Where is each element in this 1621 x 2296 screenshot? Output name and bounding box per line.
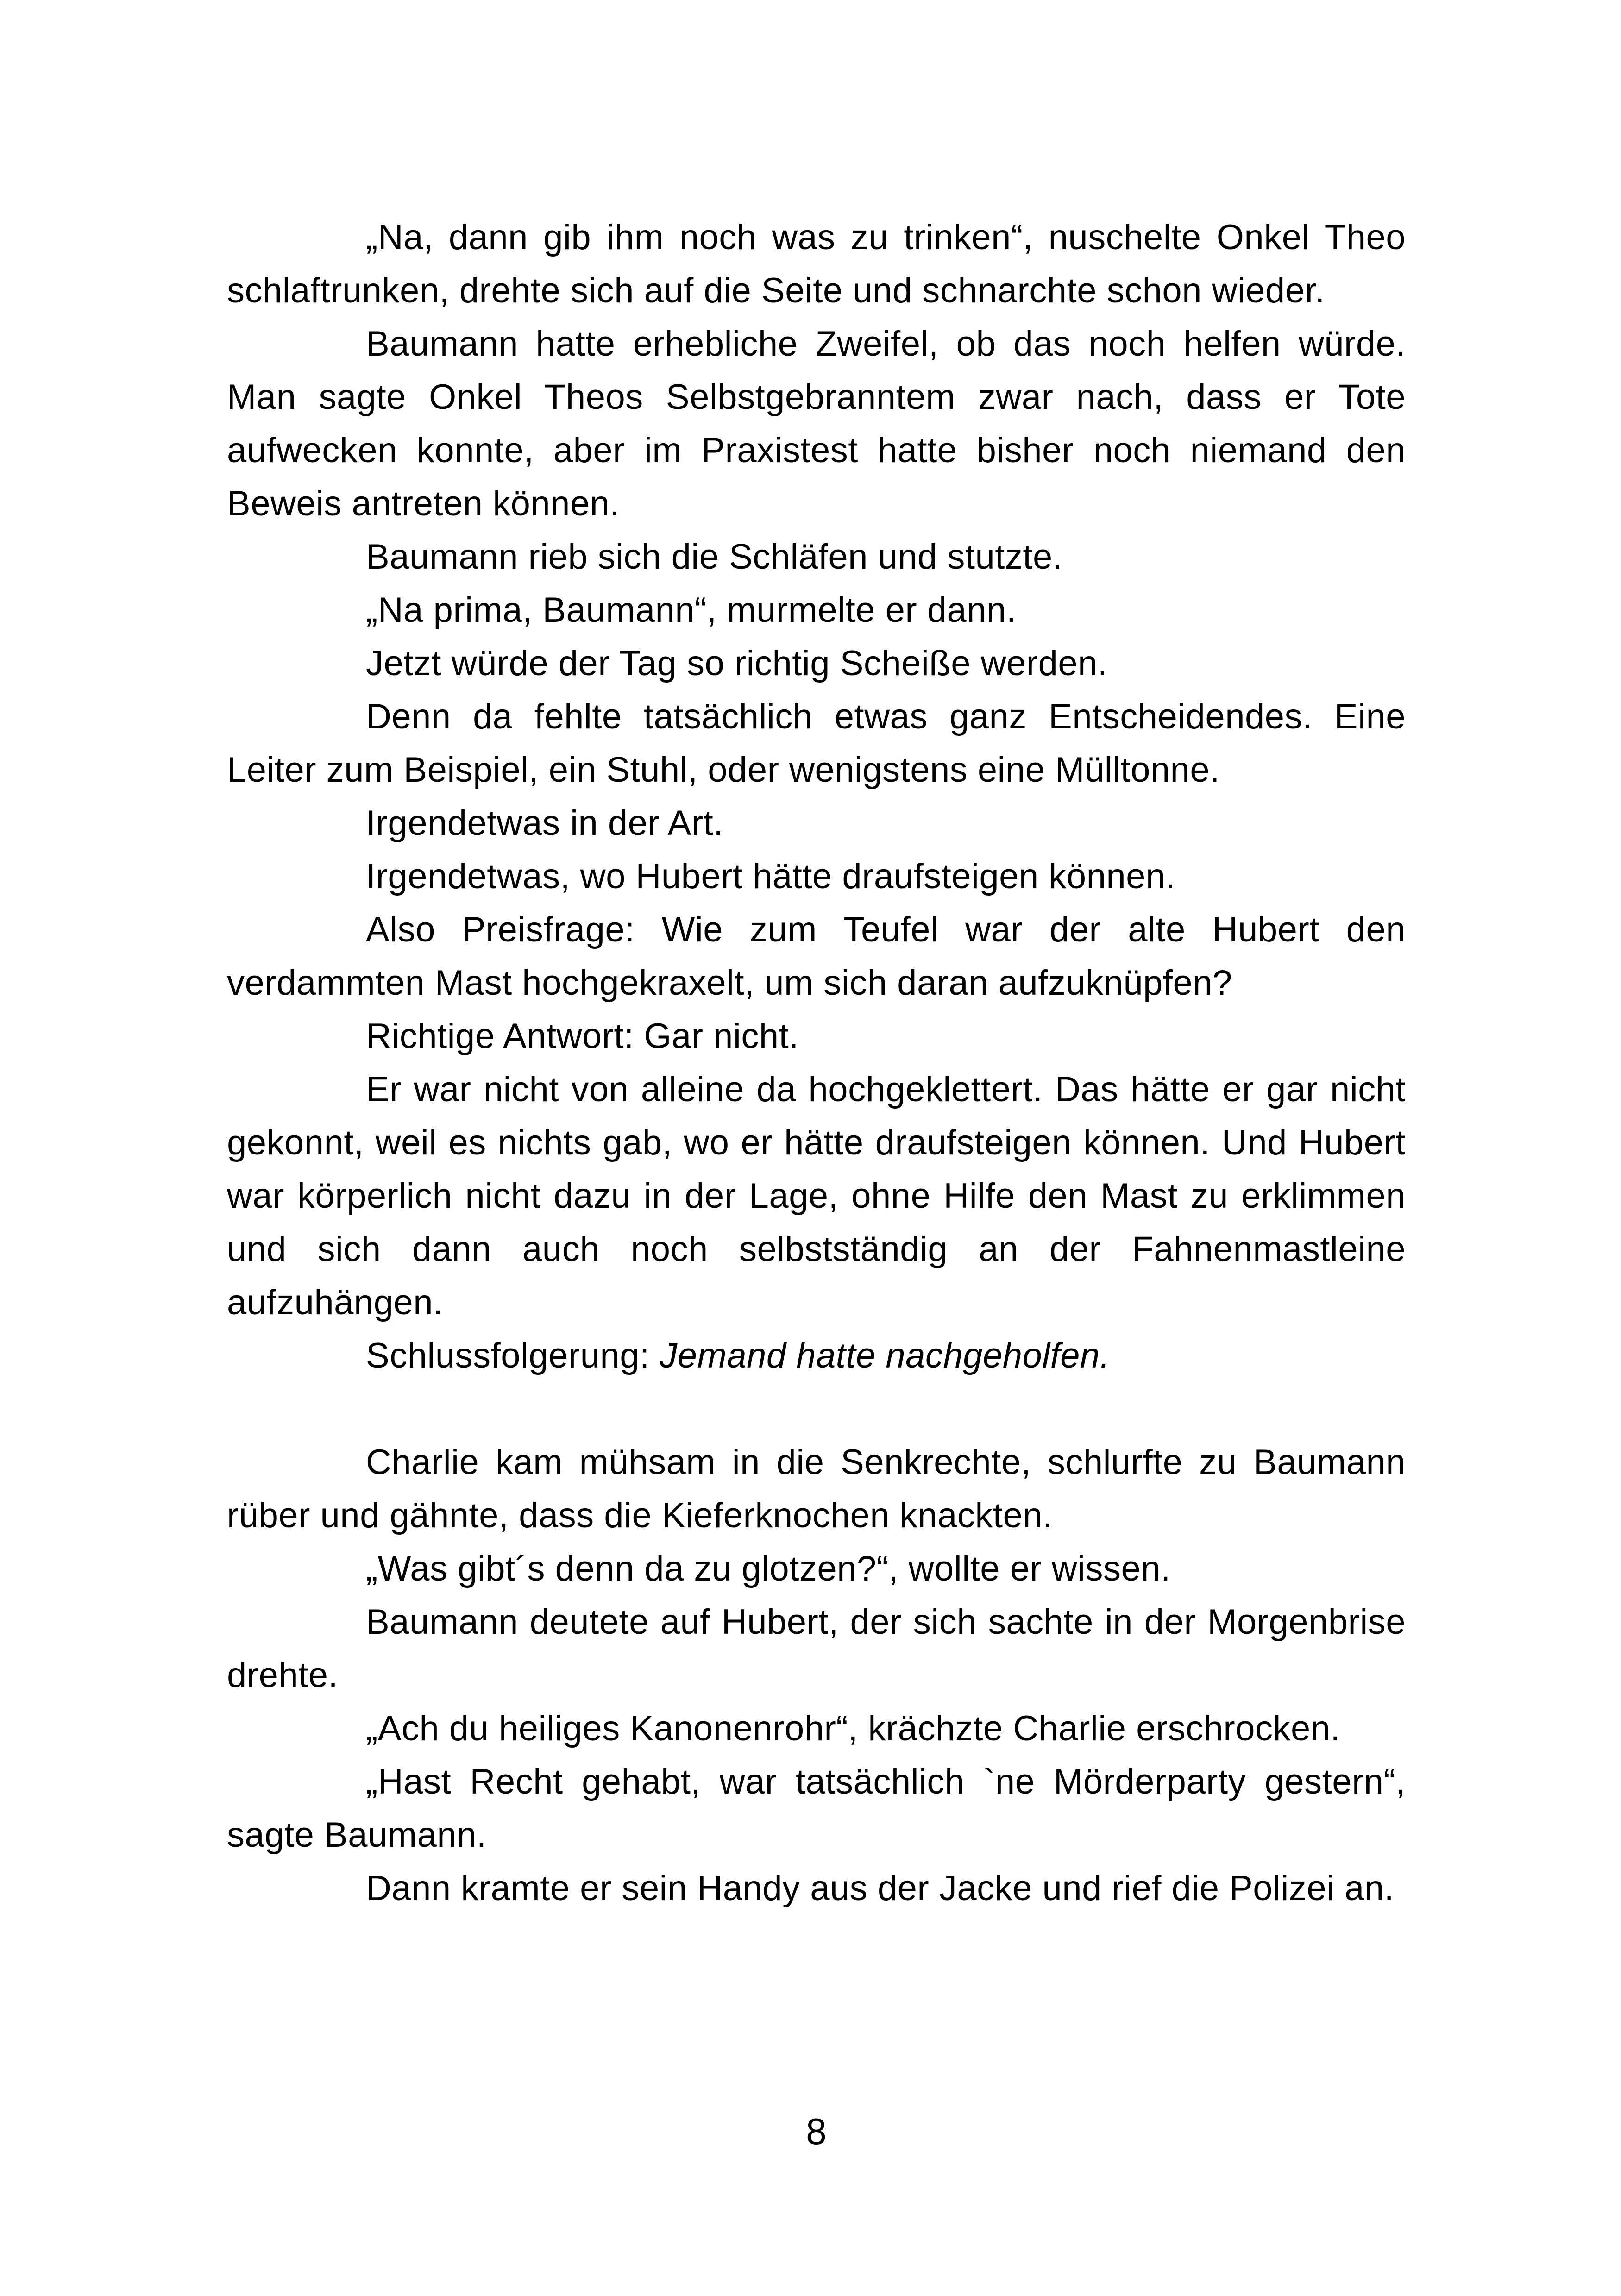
text-segment: Schlussfolgerung:: [366, 1336, 660, 1375]
paragraph: [227, 1542, 1406, 1595]
text-segment: Richtige Antwort: Gar nicht.: [366, 1016, 799, 1056]
text-segment: „Na, dann gib ihm noch was zu trinken“, nuschelte Onkel Theo schlaftrunken, drehte sich auf die Seite und schnarchte schon wieder.: [227, 218, 1406, 310]
text-segment: „Was gibt´s denn da zu glotzen?“, wollte er wissen.: [366, 1549, 1171, 1588]
text-segment: Jetzt würde der Tag so richtig Scheiße werden.: [366, 644, 1108, 683]
text-segment: „Ach du heiliges Kanonenrohr“, krächzte Charlie erschrocken.: [366, 1709, 1341, 1748]
paragraph: [227, 1862, 1406, 1915]
paragraph: [227, 690, 1406, 797]
text-segment: Charlie kam mühsam in die Senkrechte, schlurfte zu Baumann rüber und gähnte, dass die Kieferknochen knackten.: [227, 1443, 1406, 1535]
paragraph: [227, 903, 1406, 1010]
text-segment: Baumann rieb sich die Schläfen und stutzte.: [366, 537, 1063, 577]
page-text: [227, 211, 1406, 1915]
paragraph: [227, 1063, 1406, 1329]
text-segment: „Hast Recht gehabt, war tatsächlich `ne Mörderparty gestern“, sagte Baumann.: [227, 1762, 1406, 1855]
text-segment: „Na prima, Baumann“, murmelte er dann.: [366, 590, 1017, 630]
text-segment: Er war nicht von alleine da hochgeklettert. Das hätte er gar nicht gekonnt, weil es nichts gab, wo er hätte draufsteigen können. Und Hubert war körperlich nicht dazu in der Lage, ohne Hilfe den Mast zu erklimmen und sich dann auch noch selbstständig an der Fahnenmastleine aufzuhängen.: [227, 1070, 1406, 1322]
paragraph: [227, 1436, 1406, 1542]
text-segment: Baumann hatte erhebliche Zweifel, ob das noch helfen würde. Man sagte Onkel Theos Selbstgebranntem zwar nach, dass er Tote aufwecken konnte, aber im Praxistest hatte bisher noch niemand den Beweis antreten können.: [227, 324, 1406, 523]
text-segment: Irgendetwas in der Art.: [366, 803, 723, 843]
page-footer: [227, 2105, 1406, 2158]
text-segment: Denn da fehlte tatsächlich etwas ganz Entscheidendes. Eine Leiter zum Beispiel, ein Stuhl, oder wenigstens eine Mülltonne.: [227, 697, 1406, 790]
paragraph: [227, 583, 1406, 637]
paragraph: [227, 530, 1406, 583]
paragraph: [227, 1702, 1406, 1755]
paragraph: [227, 1010, 1406, 1063]
text-segment: Also Preisfrage: Wie zum Teufel war der alte Hubert den verdammten Mast hochgekraxelt, um sich daran aufzuknüpfen?: [227, 910, 1406, 1003]
page-number: 8: [806, 2111, 827, 2152]
text-segment: Irgendetwas, wo Hubert hätte draufsteigen können.: [366, 857, 1176, 896]
paragraph: [227, 317, 1406, 530]
paragraph: [227, 637, 1406, 690]
text-segment: Baumann deutete auf Hubert, der sich sachte in der Morgenbrise drehte.: [227, 1602, 1406, 1695]
paragraph-break: [227, 1382, 1406, 1436]
paragraph: [227, 1329, 1406, 1382]
paragraph: [227, 850, 1406, 903]
paragraph: [227, 1595, 1406, 1702]
text-segment: Dann kramte er sein Handy aus der Jacke und rief die Polizei an.: [366, 1869, 1395, 1908]
paragraph: [227, 211, 1406, 317]
paragraph: [227, 797, 1406, 850]
paragraph: [227, 1755, 1406, 1862]
emphasized-text: Jemand hatte nachgeholfen.: [660, 1336, 1110, 1375]
